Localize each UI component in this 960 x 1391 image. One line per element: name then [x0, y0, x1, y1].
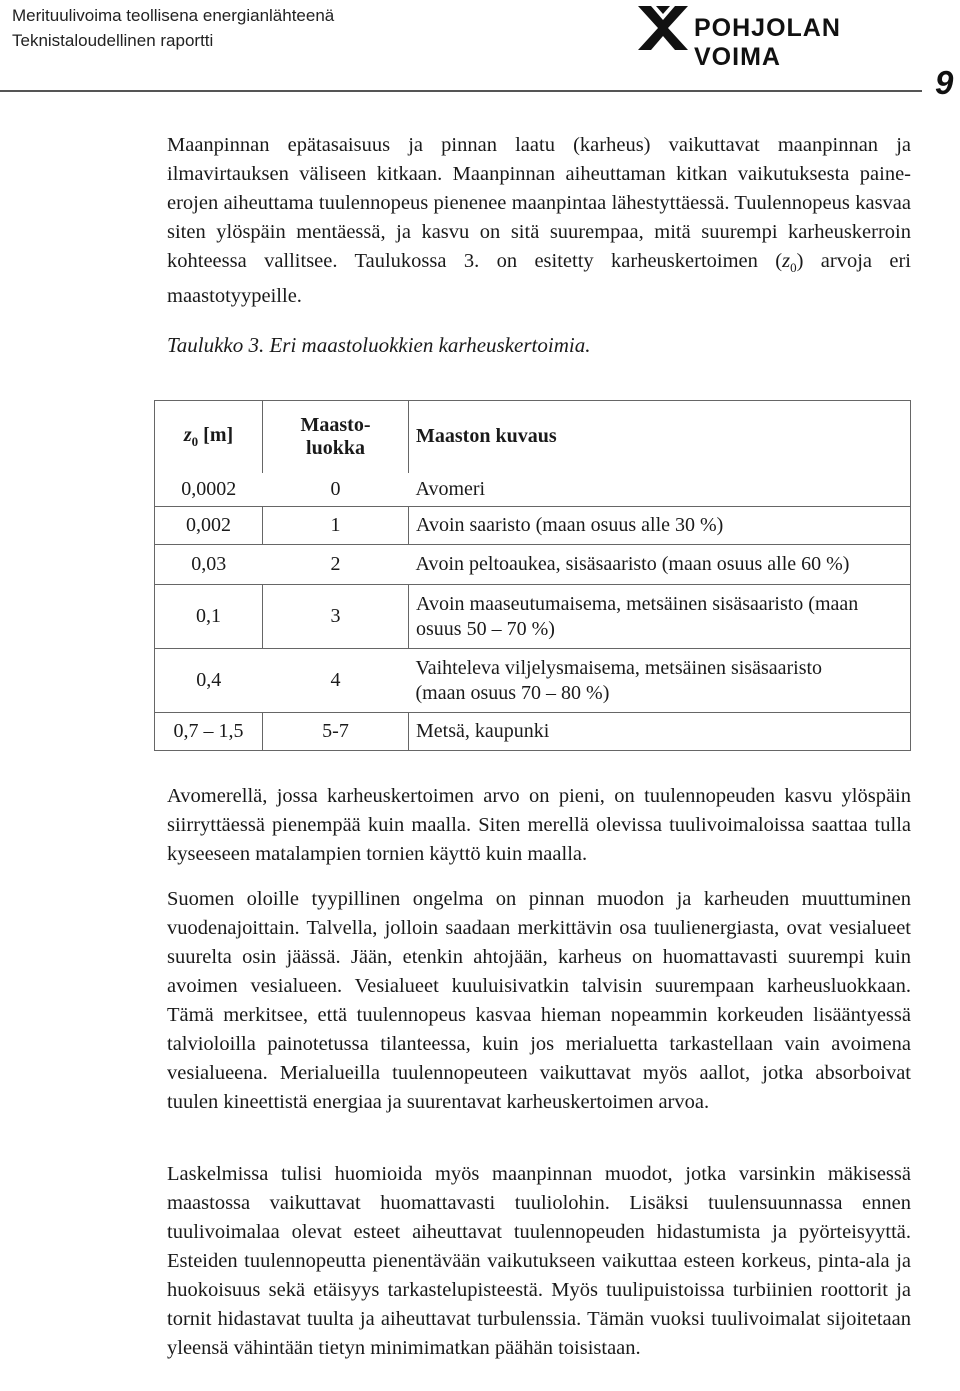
table-header-row — [155, 401, 911, 473]
z-subscript: 0 — [790, 260, 797, 276]
cell-description — [409, 649, 911, 713]
table-row — [155, 507, 911, 545]
table-row — [155, 545, 911, 585]
cell-description: Avomeri — [409, 473, 911, 507]
unit-label: [m] — [198, 423, 234, 446]
cell-z0: 0,0002 — [155, 473, 263, 507]
cell-class: 5-7 — [263, 713, 409, 751]
roughness-table — [154, 400, 911, 751]
table-row — [155, 713, 911, 751]
description-line1: Vaihteleva viljelysmaisema, metsäinen sisäsaaristo — [415, 656, 823, 679]
z-symbol: z — [183, 423, 192, 446]
paragraph-terrain-obstacles: Laskelmissa tulisi huomioida myös maanpinnan muodot, jotka varsinkin mäkisessä maastossa vaikuttavat huomattavasti tuuliolohin. Lisäksi tuulensuunnassa ennen tuulivoimalaa olevat esteet aiheuttavat tuulennopeuden hidastumista ja pyörteisyyttä. Esteiden tuulennopeutta pienentävään vaikutukseen vaikuttaa esteen korkeus, pinta-ala ja huokoisuus sekä etäisyys tarkastelupisteestä. Myös tuulipuistoissa turbiinien roottorit ja tornit hidastavat tuulta ja aiheuttavat turbulenssia. Tämän vuoksi tuulivoimalat sijoitetaan yleensä vähintään tietyn minimimatkan päähän toisistaan. — [167, 1163, 911, 1359]
table-row — [155, 649, 911, 713]
z-subscript: 0 — [191, 433, 199, 449]
cell-class: 0 — [330, 477, 341, 500]
cell-description — [409, 585, 911, 649]
paragraph-open-sea: Avomerellä, jossa karheuskertoimen arvo on pieni, on tuulennopeuden kasvu ylöspäin siirryttäessä pienempää kuin maalla. Siten merellä olevissa tuulivoimaloissa saattaa tulla kyseeseen matalampien tornien käyttö kuin maalla. — [167, 785, 911, 865]
cell-class: 3 — [263, 585, 409, 649]
table-row — [155, 585, 911, 649]
table-caption: Taulukko 3. Eri maastoluokkien karheuskertoimia. — [167, 333, 591, 357]
cell-description: Metsä, kaupunki — [409, 713, 911, 751]
header-class-line1: Maasto- — [300, 413, 371, 436]
page-number: 9 — [935, 64, 954, 101]
cell-z0: 0,7 – 1,5 — [155, 713, 263, 751]
description-line1: Avoin maaseutumaisema, metsäinen sisäsaaristo (maan — [416, 592, 859, 615]
table-row — [155, 473, 911, 507]
cell-description: Avoin peltoaukea, sisäsaaristo (maan osuus alle 60 %) — [409, 545, 911, 585]
header-z0 — [155, 401, 263, 473]
header-report-title: Merituulivoima teollisena energianlähteenä — [12, 6, 335, 25]
cell-class: 4 — [330, 669, 341, 691]
paragraph-finnish-conditions: Suomen oloille tyypillinen ongelma on pinnan muodon ja karheuden muuttuminen vuodenajoittain. Talvella, jolloin saadaan merkittävin osa tuulienergiasta, ovat vesialueet suurelta osin jäässä. Jään, etenkin ahtojään, karheus on huomattavasti suurempi kuin avoimen vesialueen. Vesialueet kuuluisivatkin talvisin suurempaan karheusluokkaan. Tämä merkitsee, että tuulennopeus kasvaa hieman nopeammin korkeuden lisääntyessä talvioloilla painotetussa tilanteessa, kuin jos merialuetta tarkastellaan vain avoimena vesialueena. Merialueilla tuulennopeuteen vaikuttavat myös aallot, jotka absorboivat tuulen kineettistä energiaa ja suurentavat karheuskertoimen arvoa. — [167, 888, 911, 1113]
header-report-subtitle: Teknistaloudellinen raportti — [12, 31, 214, 50]
description-line2: osuus 50 – 70 %) — [416, 617, 555, 640]
logo-text: POHJOLAN VOIMA — [694, 14, 841, 71]
header-class-line2: luokka — [306, 436, 365, 459]
description-line2: (maan osuus 70 – 80 %) — [415, 681, 610, 704]
cell-z0: 0,1 — [155, 585, 263, 649]
cell-class: 1 — [263, 507, 409, 545]
paragraph-text: ) arvoja eri maastotyypeille. — [167, 250, 911, 308]
cell-z0: 0,4 — [155, 649, 263, 713]
logo-mark-icon — [638, 4, 688, 50]
header-terrain-class — [263, 401, 409, 473]
pohjolan-voima-logo — [638, 4, 913, 71]
paragraph-text: Maanpinnan epätasaisuus ja pinnan laatu (karheus) vaikuttavat maanpinnan ja ilmavirtauksen väliseen kitkaan. Maanpinnan aiheuttaman kitkan vaikutuksesta paine-erojen aiheuttama tuulennopeus pienenee maanpintaa lähestyttäessä. Tuulennopeus kasvaa siten ylöspäin mentäessä, ja kasvu on sitä suurempaa, mitä suurempi karheuskerroin kohteessa vallitsee. Taulukossa 3. on esitetty karheuskertoimen ( — [167, 134, 911, 272]
cell-z0: 0,03 — [155, 545, 263, 585]
cell-description: Avoin saaristo (maan osuus alle 30 %) — [409, 507, 911, 545]
paragraph-surface-roughness — [167, 131, 911, 311]
cell-class: 2 — [330, 553, 341, 575]
header-terrain-description: Maaston kuvaus — [409, 401, 911, 473]
z-symbol: z — [782, 250, 791, 272]
header-divider — [0, 90, 922, 92]
cell-z0: 0,002 — [155, 507, 263, 545]
